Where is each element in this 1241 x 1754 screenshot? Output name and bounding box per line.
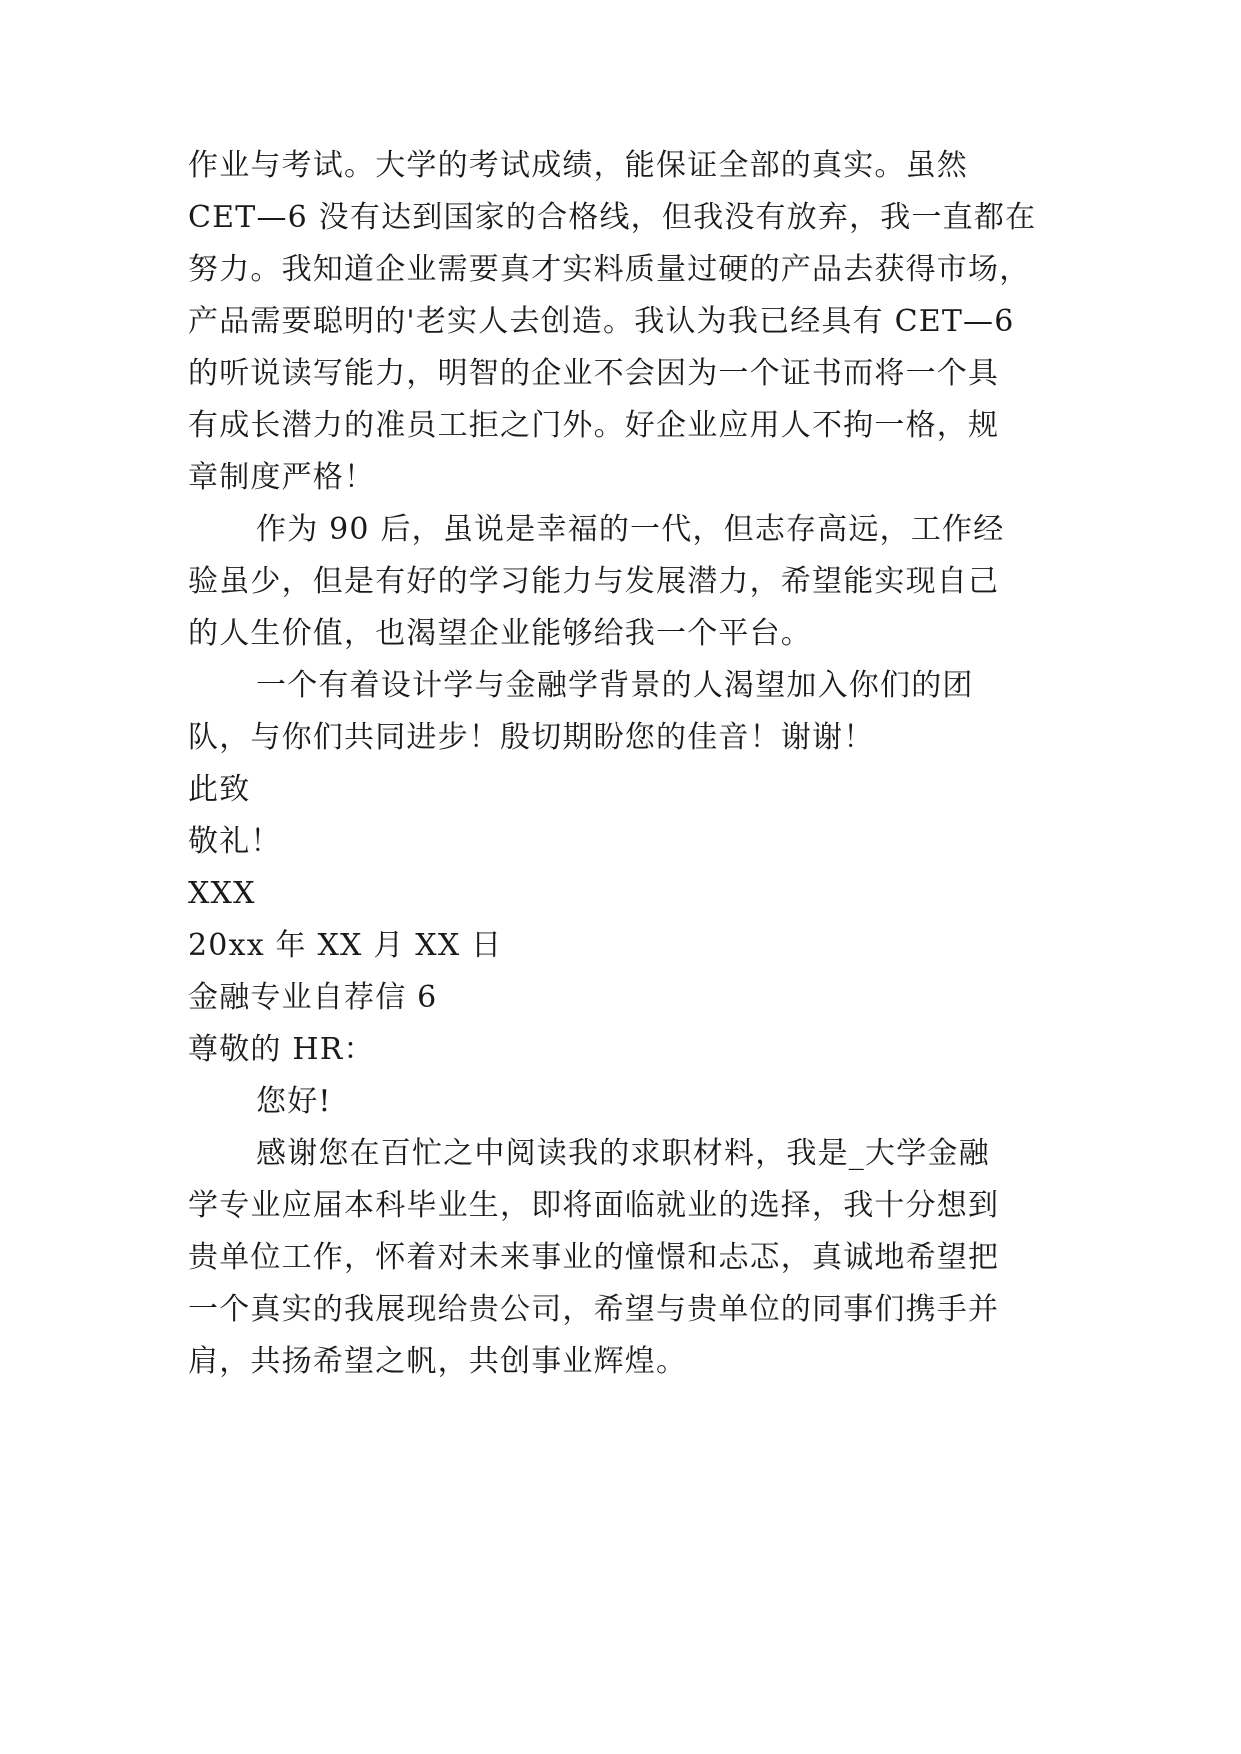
text-line: 队，与你们共同进步！殷切期盼您的佳音！谢谢！ bbox=[188, 720, 875, 755]
text-line: 章制度严格！ bbox=[188, 460, 376, 495]
text-line: 20xx 年 XX 月 XX 日 bbox=[188, 928, 503, 963]
text-line: 贵单位工作，怀着对未来事业的憧憬和忐忑，真诚地希望把 bbox=[188, 1240, 1000, 1275]
text-line: 作为 90 后，虽说是幸福的一代，但志存高远，工作经 bbox=[256, 512, 1005, 547]
text-line: 一个有着设计学与金融学背景的人渴望加入你们的团 bbox=[256, 668, 974, 703]
text-line: 您好! bbox=[256, 1084, 332, 1119]
text-line: XXX bbox=[188, 876, 256, 911]
text-line: 敬礼！ bbox=[188, 824, 282, 859]
text-line: 的人生价值，也渴望企业能够给我一个平台。 bbox=[188, 616, 812, 651]
text-line: 验虽少，但是有好的学习能力与发展潜力，希望能实现自己 bbox=[188, 564, 1000, 599]
text-line: 产品需要聪明的'老实人去创造。我认为我已经具有 CET—6 bbox=[188, 304, 1015, 339]
text-line: 作业与考试。大学的考试成绩，能保证全部的真实。虽然 bbox=[188, 148, 968, 183]
text-line: 有成长潜力的准员工拒之门外。好企业应用人不拘一格，规 bbox=[188, 408, 1000, 443]
text-line: 感谢您在百忙之中阅读我的求职材料，我是_大学金融 bbox=[256, 1136, 990, 1171]
text-line: 肩，共扬希望之帆，共创事业辉煌。 bbox=[188, 1344, 688, 1379]
text-line: 学专业应届本科毕业生，即将面临就业的选择，我十分想到 bbox=[188, 1188, 1000, 1223]
text-line: 努力。我知道企业需要真才实料质量过硬的产品去获得市场， bbox=[188, 252, 1031, 287]
text-line: 一个真实的我展现给贵公司，希望与贵单位的同事们携手并 bbox=[188, 1292, 1000, 1327]
text-line: 的听说读写能力，明智的企业不会因为一个证书而将一个具 bbox=[188, 356, 1000, 391]
text-line: CET—6 没有达到国家的合格线，但我没有放弃，我一直都在 bbox=[188, 200, 1037, 235]
text-line: 此致 bbox=[188, 772, 251, 807]
text-line: 金融专业自荐信 6 bbox=[188, 980, 438, 1015]
text-line: 尊敬的 HR： bbox=[188, 1032, 375, 1067]
